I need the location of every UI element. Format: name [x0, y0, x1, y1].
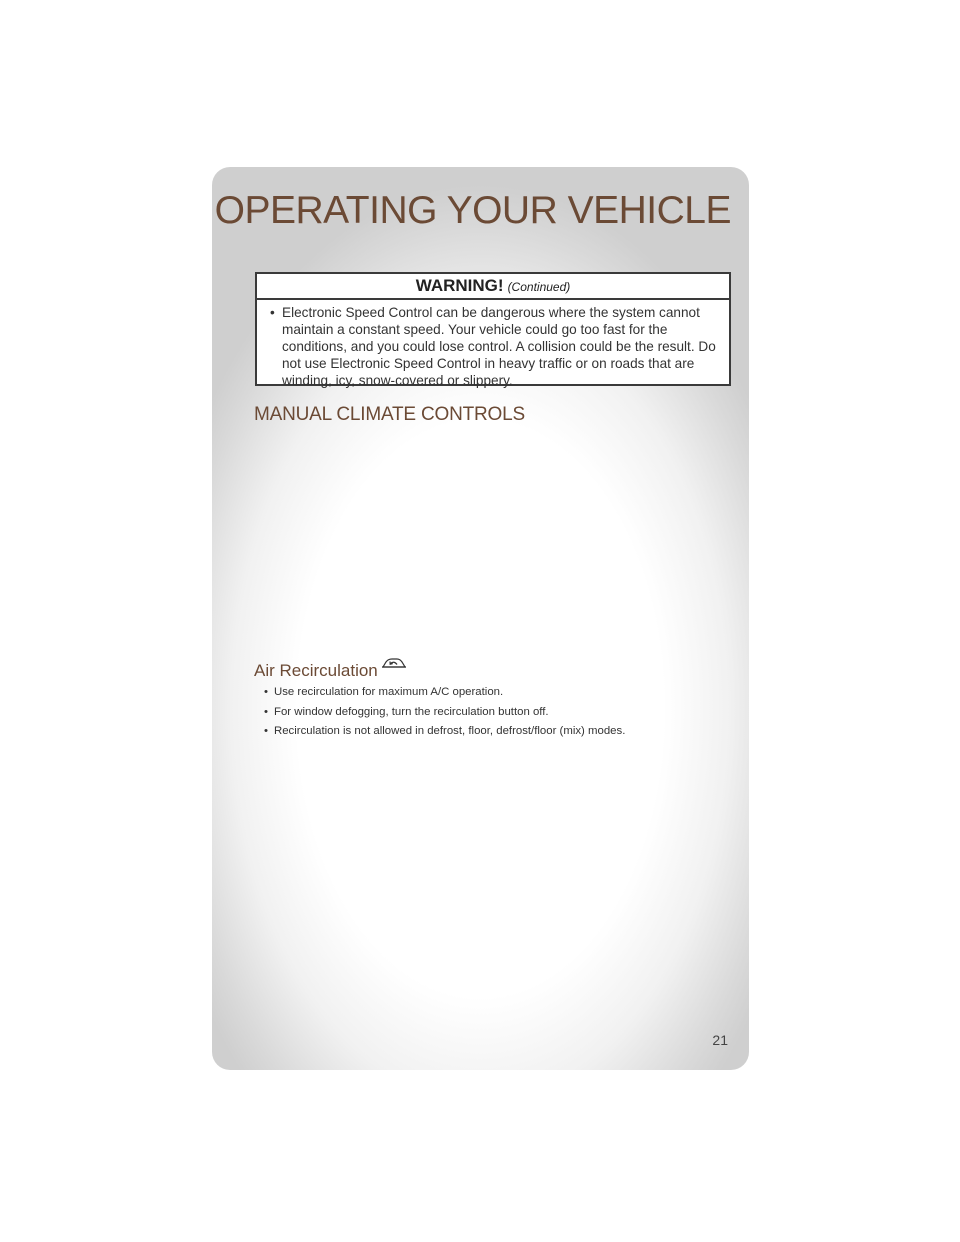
section-title: OPERATING YOUR VEHICLE	[214, 189, 731, 232]
warning-header	[257, 274, 729, 300]
climate-heading: MANUAL CLIMATE CONTROLS	[254, 404, 525, 425]
warning-title: WARNING!	[415, 276, 504, 295]
warning-bullet: •	[270, 305, 275, 320]
list-item: • Recirculation is not allowed in defrost, floor, defrost/floor (mix) modes.	[264, 725, 626, 737]
recirculation-heading-text: Air Recirculation	[254, 661, 378, 680]
recirculation-bullet-list	[264, 683, 625, 742]
recirculation-icon	[380, 655, 408, 669]
warning-continued: (Continued)	[507, 280, 571, 294]
warning-body	[257, 300, 729, 389]
page-number: 21	[712, 1032, 728, 1048]
list-item: • For window defogging, turn the recirculation button off.	[264, 705, 549, 718]
list-item: • Use recirculation for maximum A/C operation.	[264, 686, 504, 698]
warning-box	[255, 272, 731, 386]
recirculation-heading	[254, 655, 408, 681]
warning-text: Electronic Speed Control can be dangerous where the system cannot maintain a constant speed. Your vehicle could go too fast for the conditions, and you could lose control. A collision could be the result. Do not use Electronic Speed Control in heavy traffic or on roads that are winding, icy, snow-covered or slippery.	[282, 305, 716, 388]
page-card	[212, 167, 749, 1070]
